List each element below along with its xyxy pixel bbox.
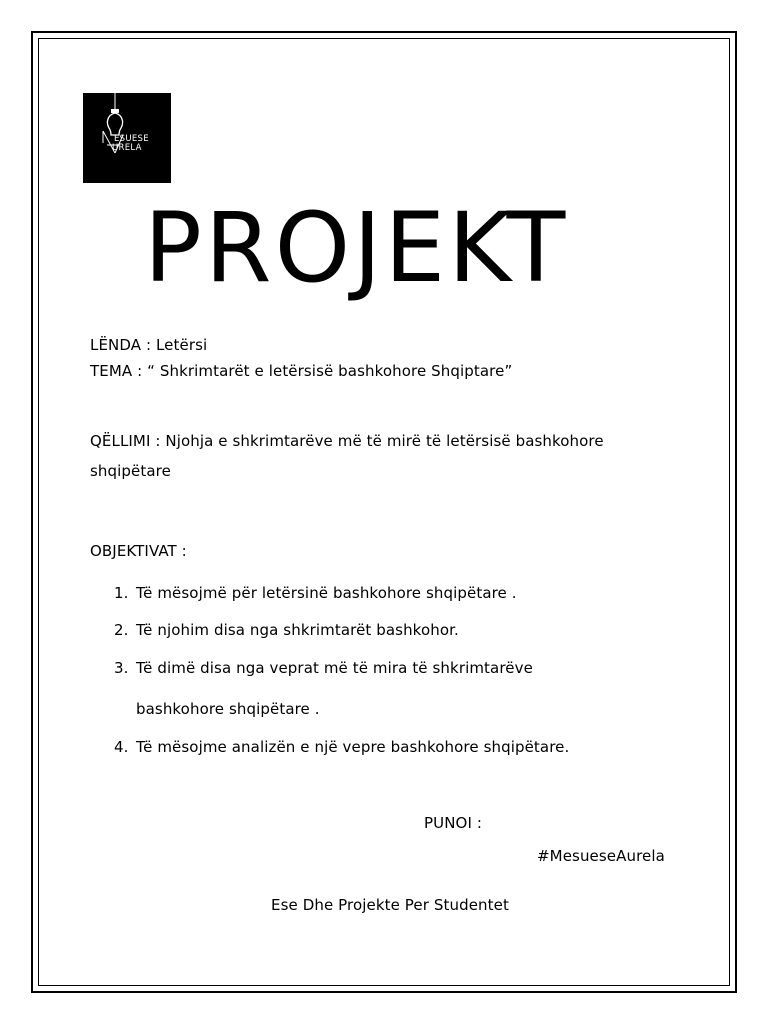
objective-number: 3. xyxy=(114,659,129,677)
objective-text: Të mësojme analizën e një vepre bashkohore shqipëtare. xyxy=(136,738,570,756)
logo-text-esuese: ESUESE xyxy=(114,134,149,144)
footer-text: Ese Dhe Projekte Per Studentet xyxy=(271,896,509,914)
objective-number: 2. xyxy=(114,621,129,639)
objective-item-3-continued: bashkohore shqipëtare . xyxy=(136,700,320,718)
author-name: #MesueseAurela xyxy=(537,847,665,865)
objective-number: 4. xyxy=(114,738,129,756)
goal-line-2: shqipëtare xyxy=(90,462,171,480)
objective-item-4 xyxy=(114,740,569,755)
objective-item-1 xyxy=(114,586,517,601)
objective-text: Të dimë disa nga veprat më të mira të shkrimtarëve xyxy=(136,659,533,677)
worked-by-label: PUNOI : xyxy=(424,814,482,832)
objectives-heading: OBJEKTIVAT : xyxy=(90,542,187,560)
goal-line-1: QËLLIMI : Njohja e shkrimtarëve më të mirë të letërsisë bashkohore xyxy=(90,432,604,450)
page-title: PROJEKT xyxy=(144,192,569,304)
objective-item-3 xyxy=(114,661,533,676)
theme-line: TEMA : “ Shkrimtarët e letërsisë bashkohore Shqiptare” xyxy=(90,362,513,380)
objective-number: 1. xyxy=(114,584,129,602)
subject-line: LËNDA : Letërsi xyxy=(90,336,208,354)
objective-text: Të mësojmë për letërsinë bashkohore shqipëtare . xyxy=(136,584,517,602)
objective-text: Të njohim disa nga shkrimtarët bashkohor. xyxy=(136,621,459,639)
objective-item-2 xyxy=(114,623,459,638)
logo-text-urela: URELA xyxy=(112,143,142,153)
logo xyxy=(83,93,171,183)
